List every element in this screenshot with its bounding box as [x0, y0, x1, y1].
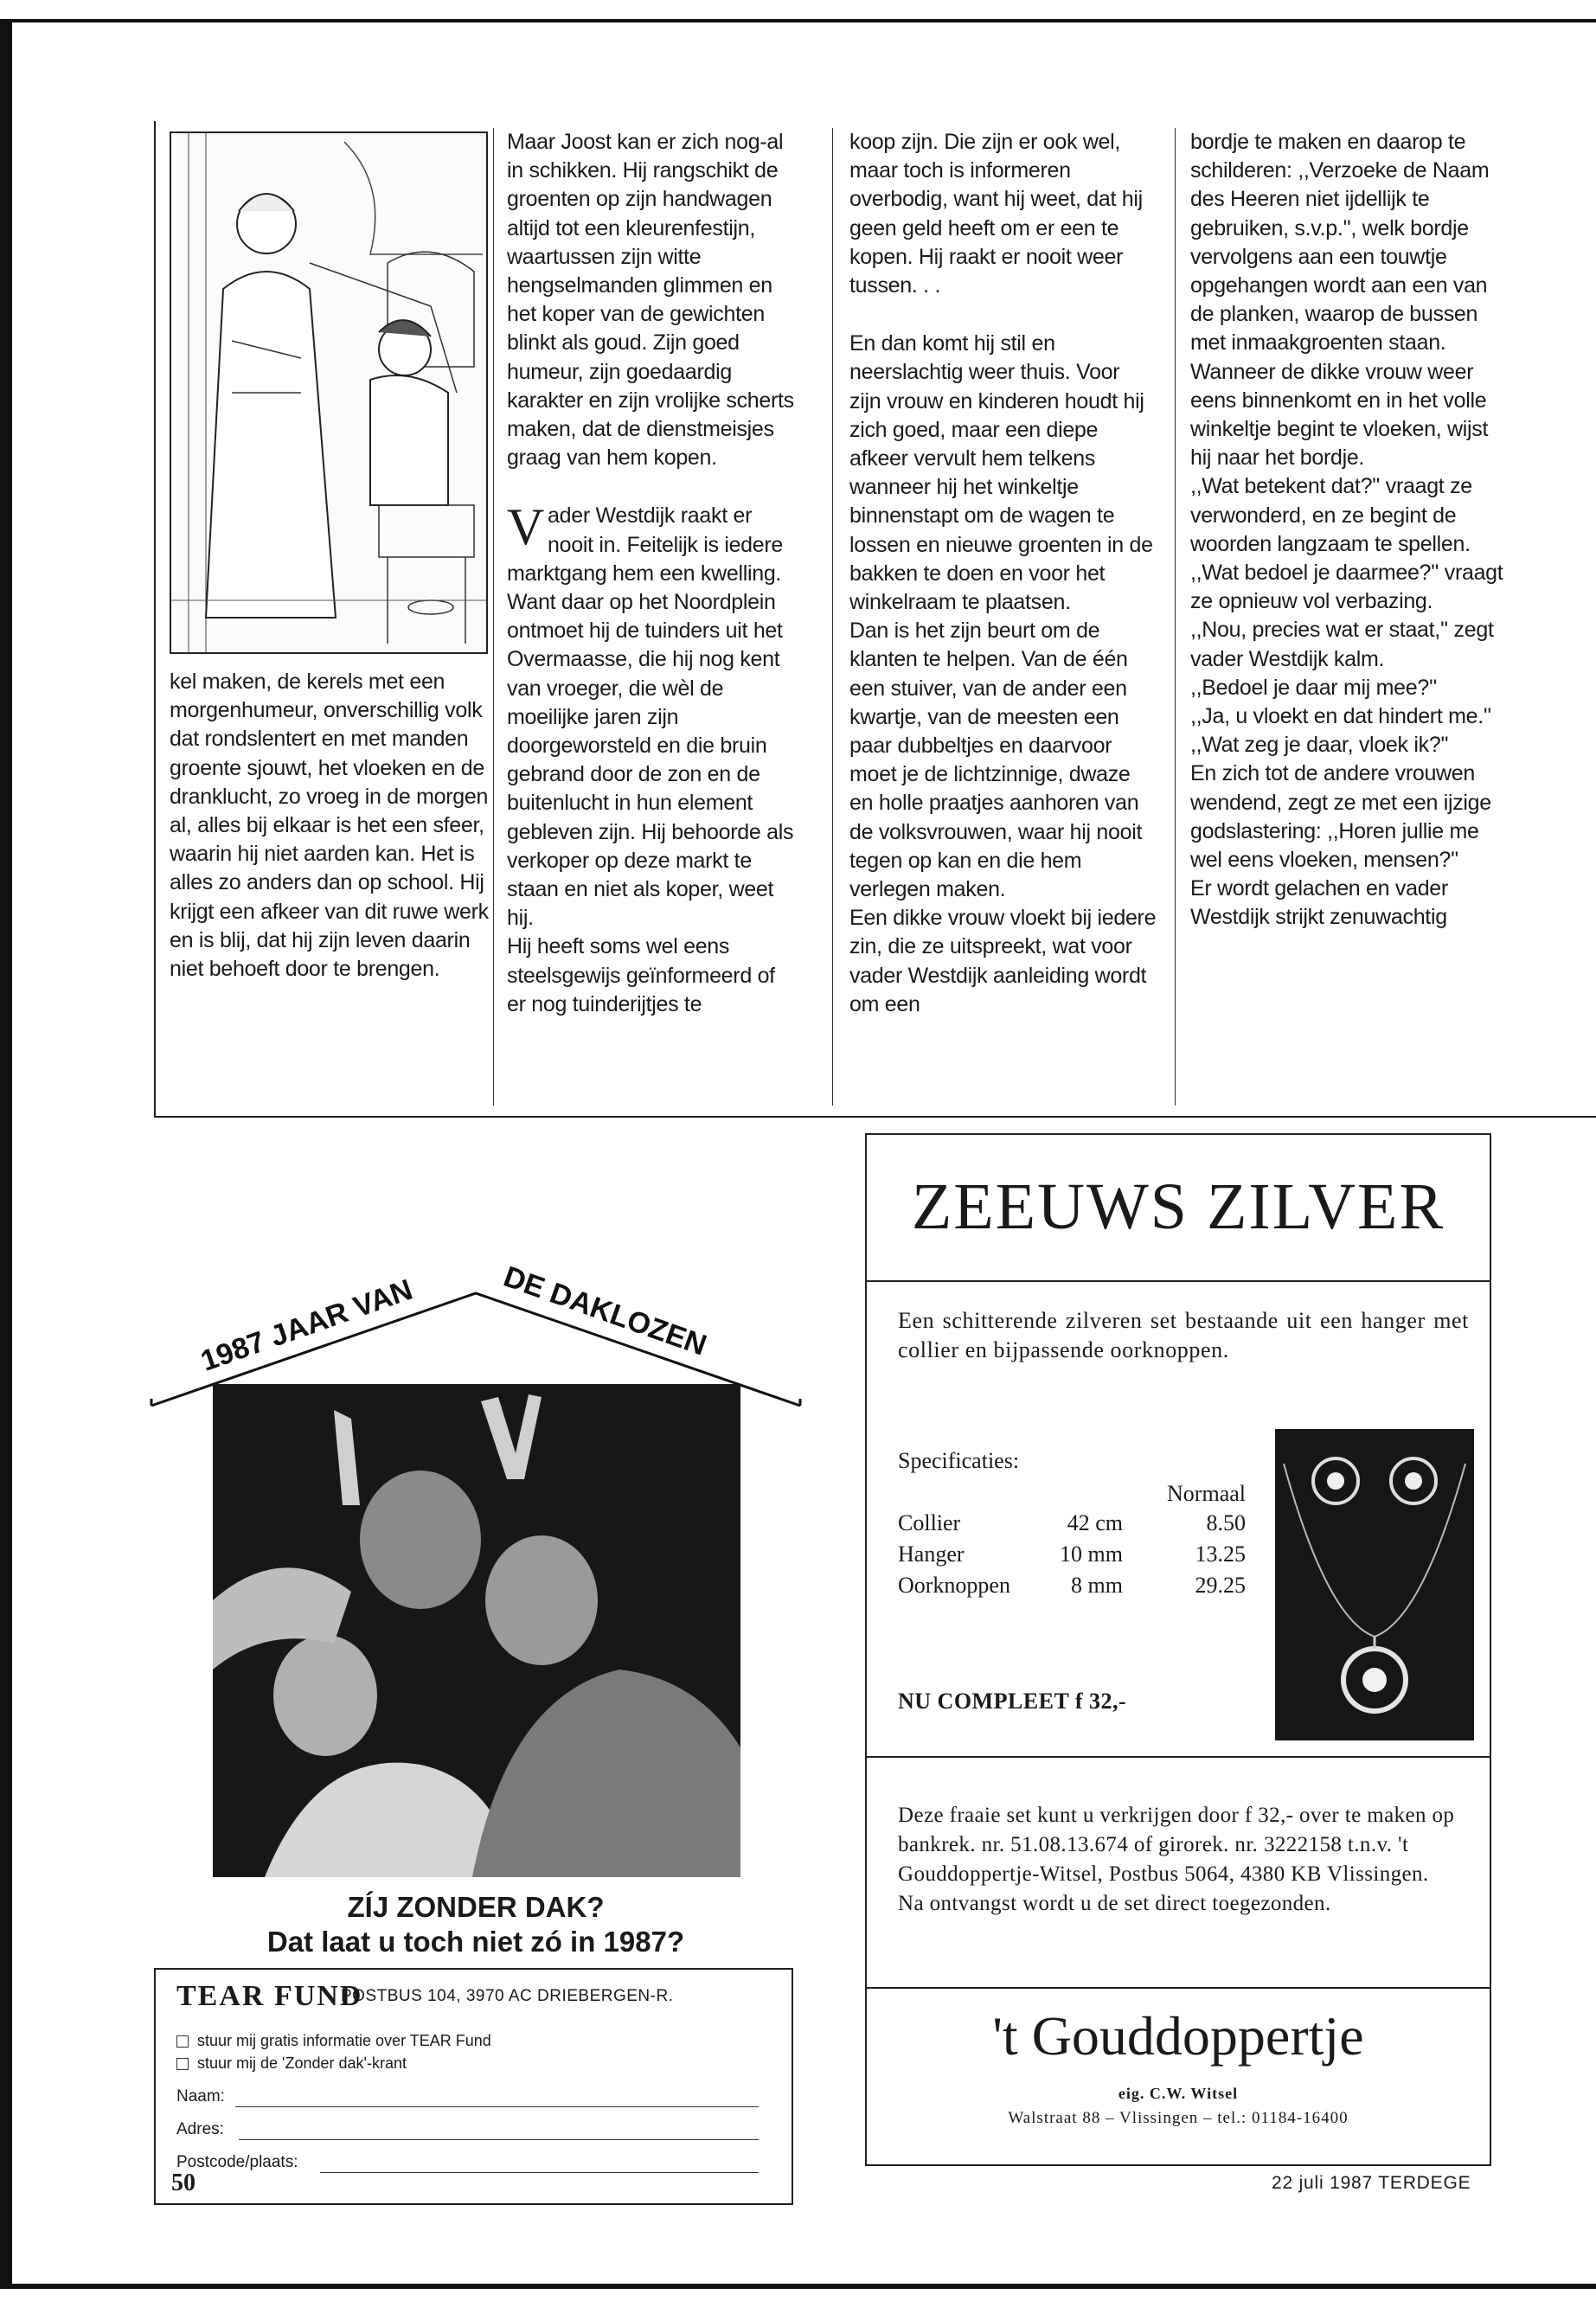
article-column-4 [1190, 128, 1506, 933]
field-label-adres: Adres: [176, 2120, 224, 2138]
jewelry-image [1275, 1429, 1474, 1740]
article-paragraph: En dan komt hij stil en neerslachtig weer thuis. Voor zijn vrouw en kinderen houdt hij zich goed, maar een diepe afkeer vervult hem telkens wanneer hij het winkeltje binnenstapt om de wagen te lossen en nieuwe groenten in de bakken te doen en voor het winkelraam te plaatsen. [849, 331, 1153, 615]
reply-coupon [154, 1968, 793, 2205]
zz-divider [867, 1756, 1490, 1758]
zz-owner: eig. C.W. Witsel [1118, 2085, 1239, 2102]
tear-fund-logo: TEAR FUND [176, 1980, 363, 2012]
roof-text-right: DE DAKLOZEN [499, 1259, 711, 1362]
article-paragraph: Hij heeft soms wel eens steelsgewijs geïnformeerd of er nog tuinderijtjes te [507, 934, 775, 1016]
zz-spec-heading: Specificaties: [898, 1448, 1020, 1473]
zz-order-text: Deze fraaie set kunt u verkrijgen door f 32,- over te maken op bankrek. nr. 51.08.13.674 of girorek. nr. 3222158 t.n.v. 't Gouddoppertje-Witsel, Postbus 5064, 4380 KB Vlissingen. Na ontvangst wordt u de set direct toegezonden. [898, 1804, 1455, 1915]
coupon-address: POSTBUS 104, 3970 AC DRIEBERGEN-R. [341, 1987, 674, 2005]
coupon-option-krant[interactable]: stuur mij de 'Zonder dak'-krant [176, 2054, 407, 2073]
naam-line[interactable] [235, 2106, 759, 2107]
article-column-3 [849, 128, 1157, 1019]
bottom-border [0, 2284, 1596, 2289]
article-paragraph: En zich tot de andere vrouwen wendend, zegt ze met een ijzige godslastering: ,,Horen jullie me wel eens vloeken, mensen?'' [1190, 761, 1491, 873]
adres-line[interactable] [239, 2139, 759, 2140]
article-frame-bottom [154, 1116, 1596, 1118]
article-paragraph: Want daar op het Noordplein ontmoet hij de tuinders uit het Overmaasse, die hij nog kent van vroeger, die wèl de moeilijke jaren zijn doorgeworsteld en die bruin gebrand door de zon en de buitenlucht in hun element gebleven zijn. Hij behoorde als verkoper op deze markt te staan en niet als koper, weet hij. [507, 590, 794, 931]
article-paragraph: kel maken, de kerels met een morgenhumeur, onverschillig volk dat rondslentert en met manden groente sjouwt, het vloeken en de dranklucht, zo vroeg in de morgen al, alles bij elkaar is het een sfeer, waarin hij niet aarden kan. Het is alles zo anders dan op school. Hij krijgt een afkeer van dit ruwe werk en is blij, dat hij zijn leven daarin niet behoeft door te brengen. [170, 670, 489, 982]
column-rule [832, 128, 833, 1106]
article-paragraph: Er wordt gelachen en vader Westdijk strijkt zenuwachtig [1190, 876, 1448, 930]
story-illustration [170, 131, 488, 654]
zz-brand: 't Gouddoppertje [992, 2005, 1364, 2067]
illustration-drawing [171, 133, 486, 652]
article-paragraph: ,,Wat bedoel je daarmee?'' vraagt ze opnieuw vol verbazing. [1190, 561, 1503, 614]
issue-line: 22 juli 1987 TERDEGE [1272, 2173, 1471, 2193]
tear-subheadline: Dat laat u toch niet zó in 1987? [266, 1926, 685, 1958]
jewelry-photo [1275, 1429, 1474, 1740]
article-paragraph: Maar Joost kan er zich nog-al in schikken. Hij rangschikt de groenten op zijn handwagen altijd tot een kleurenfestijn, waartussen zijn witte hengselmanden glimmen en het koper van de gewichten blinkt als goud. Zijn goed humeur, zijn goedaardig karakter en zijn vrolijke scherts maken, dat de dienstmeisjes graag van hem kopen. [507, 130, 794, 471]
article-column-2 [507, 128, 798, 1019]
article-paragraph: ,,Wat betekent dat?'' vraagt ze verwonderd, en ze begint de woorden langzaam te spellen. [1190, 474, 1472, 556]
zz-offer: NU COMPLEET f 32,- [898, 1689, 1127, 1714]
drop-cap: V [507, 498, 545, 556]
roof-text-left: 1987 JAAR VAN [196, 1272, 417, 1378]
article-paragraph: Vader Westdijk raakt er nooit in. Feitelijk is iedere marktgang hem een kwelling. [507, 498, 784, 586]
article-paragraph: Dan is het zijn beurt om de klanten te helpen. Van de één een stuiver, van de ander een kwartje, van de meesten een paar dubbeltjes en daarvoor moet je de lichtzinnige, dwaze en holle praatjes aanhoren van de volksvrouwen, waar hij nooit tegen op kan en die hem verlegen maken. [849, 619, 1143, 902]
tear-fund-ad [147, 1250, 804, 2262]
article-frame-left [154, 121, 156, 1116]
article-column-1 [170, 668, 490, 984]
article-paragraph: ,,Nou, precies wat er staat,'' zegt vader Westdijk kalm. [1190, 618, 1494, 671]
top-border [0, 19, 1596, 22]
left-border [0, 19, 12, 2285]
article-paragraph: Wanneer de dikke vrouw weer eens binnenkomt en in het volle winkeltje begint te vloeken, wijst hij naar het bordje. [1190, 359, 1489, 471]
coupon-option-info[interactable]: stuur mij gratis informatie over TEAR Fund [176, 2032, 491, 2050]
page-number: 50 [171, 2170, 195, 2196]
zeeuws-zilver-ad: ZEEUWS ZILVER Een schitterende zilveren set bestaande uit een hanger met collier en bijpassende oorknoppen. Specificaties: Normaal Collier 42 cm 8.50 Hanger 10 mm 13.25 Oorknoppen 8 mm 29.25 NU COMPLEET f 32,- Deze fraaie set kunt u verkrijgen door f 32,- over te maken op bankrek. nr. 51.08.13.674 of girorek. nr. 3222158 t.n.v. 't Gouddoppertje-Witsel, Postbus 5064, 4380 KB Vlissingen. Na ontvangst wordt u de set direct toegezonden. 't Gouddoppertje eig. C.W. Witsel Walstraat 88 – Vlissingen – tel.: 01184-16400 [865, 1133, 1491, 2166]
children-photo [213, 1384, 740, 1877]
zz-divider [867, 1280, 1490, 1282]
article-paragraph: ,,Ja, u vloekt en dat hindert me.'' [1190, 704, 1491, 729]
zz-address: Walstraat 88 – Vlissingen – tel.: 01184-16400 [1008, 2109, 1349, 2127]
postcode-line[interactable] [320, 2172, 759, 2173]
zz-divider [867, 1987, 1490, 1989]
zz-price-heading: Normaal [1167, 1481, 1246, 1506]
zz-intro: Een schitterende zilveren set bestaande uit een hanger met collier en bijpassende oorknoppen. [898, 1308, 1469, 1362]
zz-title: ZEEUWS ZILVER [911, 1170, 1445, 1243]
article-paragraph: bordje te maken en daarop te schilderen: ,,Verzoeke de Naam des Heeren niet ijdellijk te gebruiken, s.v.p.'', welk bordje vervolgens aan een touwtje opgehangen wordt aan een van de planken, waarop de bussen met inmaakgroenten staan. [1190, 130, 1490, 356]
tear-headline: ZÍJ ZONDER DAK? [347, 1891, 605, 1923]
checkbox[interactable] [176, 2035, 189, 2048]
article-paragraph: Een dikke vrouw vloekt bij iedere zin, die ze uitspreekt, wat voor vader Westdijk aanleiding wordt om een [849, 906, 1157, 1016]
field-label-naam: Naam: [176, 2087, 225, 2106]
article-paragraph: koop zijn. Die zijn er ook wel, maar toch is informeren overbodig, want hij weet, dat hij geen geld heeft om er een te kopen. Hij raakt er nooit weer tussen. . . [849, 130, 1143, 298]
field-label-postcode: Postcode/plaats: [176, 2153, 298, 2171]
column-rule [493, 128, 494, 1106]
article-paragraph: ,,Wat zeg je daar, vloek ik?'' [1190, 733, 1449, 758]
column-rule [1175, 128, 1176, 1106]
article-paragraph: ,,Bedoel je daar mij mee?'' [1190, 675, 1437, 700]
checkbox[interactable] [176, 2058, 189, 2070]
photo-image [213, 1384, 740, 1877]
